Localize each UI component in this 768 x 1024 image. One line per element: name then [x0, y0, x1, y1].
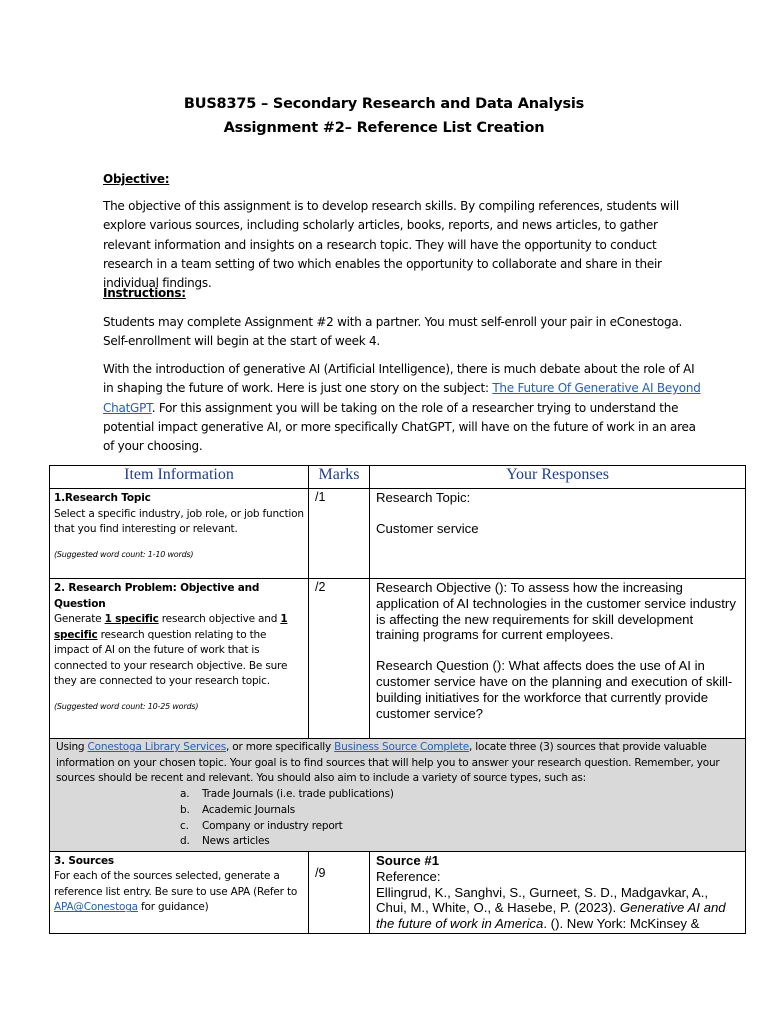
sources-info — [50, 851, 309, 933]
header-item-information: Item Information — [50, 466, 309, 489]
instructions-paragraph-2 — [103, 360, 703, 456]
ref-text: Ellingrud, K., Sanghvi, S., Gurneet, S. D., Madgavkar, A., Chui, M., White, O., & Hasebe, P. (2023). — [376, 884, 709, 916]
ref-italic-title: Generative AI and the future of work in America — [376, 900, 726, 932]
paragraph-text: With the introduction of generative AI (Artificial Intelligence), there is much debate about the role of AI in shaping the future of work. Here is just one story on the subject: — [103, 362, 695, 396]
list-item-text: Trade Journals (i.e. trade publications) — [202, 788, 394, 801]
instr-text: , locate three (3) sources that provide valuable information on your chosen topic. Your goal is to find sources that will help you to answer your research question. Remember, your sources should be recent and relevant. You should also aim to include a variety of source types, such as: — [56, 741, 720, 785]
list-item-text: Academic Journals — [202, 803, 295, 816]
source-title: Source #1 — [376, 852, 440, 868]
word-count-hint: (Suggested word count: 10-25 words) — [54, 701, 199, 711]
conestoga-library-link[interactable]: Conestoga Library Services — [87, 741, 226, 753]
apa-conestoga-link[interactable]: APA@Conestoga — [54, 901, 138, 914]
row-label: 2. Research Problem: Objective and Question — [54, 582, 260, 610]
assignment-table — [49, 465, 746, 934]
paragraph-text: . For this assignment you will be taking on the role of a researcher trying to understand the potential impact generative AI, or more specifically ChatGPT, will have on the future of work in an area of your choosing. — [103, 400, 696, 454]
table-header-row — [50, 466, 746, 489]
row-description: Select a specific industry, job role, or job function that you find interesting or relevant. — [54, 507, 304, 535]
marks-cell: /9 — [309, 851, 370, 933]
instr-text: Using — [56, 741, 88, 753]
sources-instructions-text — [56, 740, 739, 787]
table-row — [50, 489, 746, 579]
desc-text: research objective and — [158, 613, 281, 625]
research-problem-response[interactable] — [370, 579, 746, 739]
list-item — [56, 787, 739, 803]
objective-heading: Objective: — [103, 172, 170, 186]
objective-text: The objective of this assignment is to develop research skills. By compiling references, students will explore various sources, including scholarly articles, books, reports, and news articles, to gather relevant information and insights on a research topic. They will have the opportunity to conduct research in a team setting of two which enables the opportunity to collaborate and share in their individual findings. — [103, 199, 679, 291]
row-description — [54, 612, 304, 690]
desc-text: For each of the sources selected, generate a reference list entry. Be sure to use APA (Refer to — [54, 870, 298, 898]
table-row — [50, 851, 746, 933]
marks-cell: /1 — [309, 489, 370, 579]
list-marker: d. — [180, 835, 190, 848]
row-description — [54, 869, 304, 916]
future-of-ai-link[interactable]: The Future Of Generative AI Beyond ChatGPT — [103, 381, 701, 415]
list-item — [56, 834, 739, 850]
header-your-responses: Your Responses — [370, 466, 746, 489]
reference-label: Reference: — [376, 868, 441, 884]
reference-entry — [376, 885, 739, 932]
list-item-text: Company or industry report — [202, 819, 343, 832]
sources-instructions — [50, 739, 746, 852]
instr-text: , or more specifically — [225, 741, 335, 753]
response-label: Research Topic: — [376, 490, 471, 505]
desc-text: Generate — [54, 613, 105, 625]
research-problem-info — [50, 579, 309, 739]
sources-response[interactable] — [370, 851, 746, 933]
desc-text: research question relating to the impact of AI on the future of work that is connected to your research objective. Be sure they are connected to your research topic. — [54, 628, 288, 687]
instructions-heading: Instructions: — [103, 286, 186, 300]
response-value: Customer service — [376, 520, 479, 536]
instructions-paragraph-1: Students may complete Assignment #2 with a partner. You must self-enroll your pair in eConestoga. Self-enrollment will begin at the start of week 4. — [103, 315, 683, 349]
emphasis-text: 1 specific — [54, 613, 288, 641]
list-item-text: News articles — [202, 835, 270, 848]
word-count-hint: (Suggested word count: 1-10 words) — [54, 549, 194, 559]
research-topic-info — [50, 489, 309, 579]
row-label: 1.Research Topic — [54, 492, 151, 504]
source-types-list — [56, 787, 739, 850]
list-marker: b. — [180, 803, 190, 816]
table-row — [50, 579, 746, 739]
row-label: 3. Sources — [54, 854, 114, 867]
document-subtitle: Assignment #2– Reference List Creation — [223, 120, 545, 136]
ref-text: . (). New York: McKinsey & — [543, 916, 700, 932]
business-source-complete-link[interactable]: Business Source Complete — [334, 741, 470, 753]
research-question-text: Research Question (): What affects does the use of AI in customer service have on the planning and execution of skill-building initiatives for the workforce that currently provide customer service? — [376, 658, 733, 721]
list-item — [56, 803, 739, 819]
marks-cell: /2 — [309, 579, 370, 739]
emphasis-text: 1 specific — [104, 613, 159, 625]
list-marker: a. — [180, 788, 190, 801]
document-title: BUS8375 – Secondary Research and Data Analysis — [183, 96, 585, 112]
desc-text: for guidance) — [137, 901, 209, 914]
research-objective-text: Research Objective (): To assess how the increasing application of AI technologies in the customer service industry is affecting the new requirements for skill development training programs for current employees. — [376, 580, 736, 643]
research-topic-response[interactable] — [370, 489, 746, 579]
list-marker: c. — [180, 819, 189, 832]
table-row — [50, 739, 746, 852]
list-item — [56, 819, 739, 835]
header-marks: Marks — [309, 466, 370, 489]
